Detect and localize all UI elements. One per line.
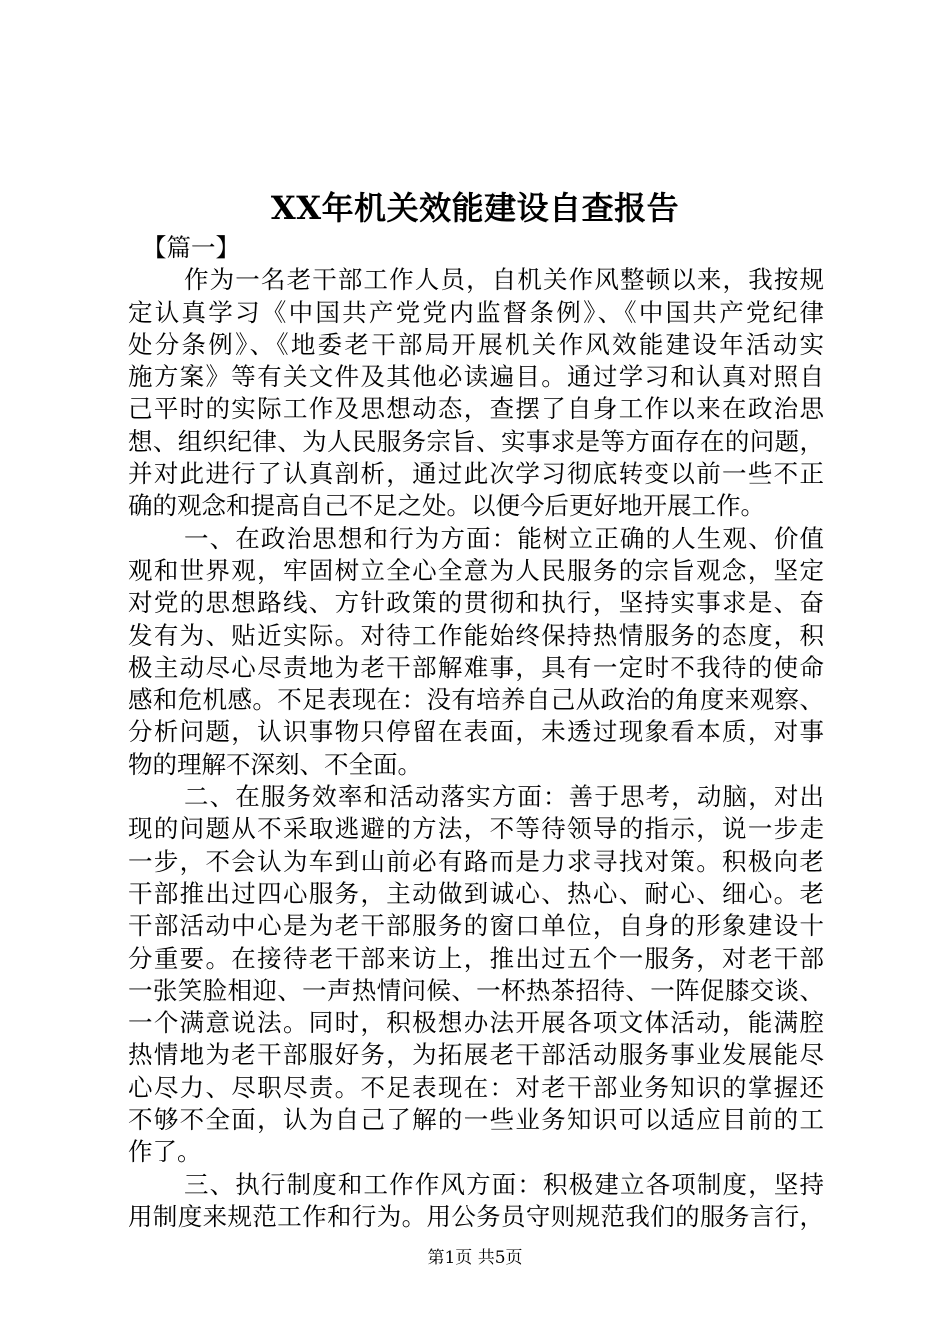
paragraph-line: 干部推出过四心服务，主动做到诚心、热心、耐心、细心。老 bbox=[128, 878, 824, 908]
paragraph-line: 用制度来规范工作和行为。用公务员守则规范我们的服务言行， bbox=[128, 1201, 824, 1231]
paragraph-line: 定认真学习《中国共产党党内监督条例》、《中国共产党纪律 bbox=[128, 297, 824, 327]
section-label: 【篇一】 bbox=[142, 233, 240, 262]
paragraph-line: 发有为、贴近实际。对待工作能始终保持热情服务的态度，积 bbox=[128, 620, 824, 650]
paragraph-line: 干部活动中心是为老干部服务的窗口单位，自身的形象建设十 bbox=[128, 911, 824, 941]
paragraph-line: 一、在政治思想和行为方面：能树立正确的人生观、价值 bbox=[184, 523, 824, 553]
document-title: XX年机关效能建设自查报告 bbox=[270, 189, 680, 227]
paragraph-line: 感和危机感。不足表现在：没有培养自己从政治的角度来观察、 bbox=[128, 685, 824, 715]
paragraph-line: 并对此进行了认真剖析，通过此次学习彻底转变以前一些不正 bbox=[128, 459, 824, 489]
paragraph-line: 作为一名老干部工作人员，自机关作风整顿以来，我按规 bbox=[184, 265, 824, 295]
document-body bbox=[128, 232, 824, 1233]
paragraph-line: 己平时的实际工作及思想动态，查摆了自身工作以来在政治思 bbox=[128, 394, 824, 424]
paragraph-line: 施方案》等有关文件及其他必读遍目。通过学习和认真对照自 bbox=[128, 362, 824, 392]
paragraph-line: 对党的思想路线、方针政策的贯彻和执行，坚持实事求是、奋 bbox=[128, 588, 824, 618]
page-number-footer: 第1页 共5页 bbox=[427, 1248, 523, 1268]
paragraph-line: 处分条例》、《地委老干部局开展机关作风效能建设年活动实 bbox=[128, 329, 824, 359]
paragraph-line: 作了。 bbox=[128, 1137, 202, 1167]
paragraph-line: 想、组织纪律、为人民服务宗旨、实事求是等方面存在的问题， bbox=[128, 426, 824, 456]
paragraph-line: 分重要。在接待老干部来访上，推出过五个一服务，对老干部 bbox=[128, 943, 824, 973]
paragraph-line: 确的观念和提高自己不足之处。以便今后更好地开展工作。 bbox=[128, 491, 765, 521]
paragraph-line: 一步，不会认为车到山前必有路而是力求寻找对策。积极向老 bbox=[128, 846, 824, 876]
paragraph-line: 不够不全面，认为自己了解的一些业务知识可以适应目前的工 bbox=[128, 1105, 824, 1135]
paragraph-line: 心尽力、尽职尽责。不足表现在：对老干部业务知识的掌握还 bbox=[128, 1072, 824, 1102]
paragraph-line: 物的理解不深刻、不全面。 bbox=[128, 749, 422, 779]
paragraph-line: 分析问题，认识事物只停留在表面，未透过现象看本质，对事 bbox=[128, 717, 824, 747]
paragraph-line: 极主动尽心尽责地为老干部解难事，具有一定时不我待的使命 bbox=[128, 652, 824, 682]
paragraph-line: 二、在服务效率和活动落实方面：善于思考，动脑，对出 bbox=[184, 782, 824, 812]
paragraph-line: 一张笑脸相迎、一声热情问候、一杯热茶招待、一阵促膝交谈、 bbox=[128, 975, 824, 1005]
paragraph-line: 观和世界观，牢固树立全心全意为人民服务的宗旨观念，坚定 bbox=[128, 555, 824, 585]
paragraph-line: 三、执行制度和工作作风方面：积极建立各项制度，坚持 bbox=[184, 1169, 824, 1199]
paragraph-line: 一个满意说法。同时，积极想办法开展各项文体活动，能满腔 bbox=[128, 1008, 824, 1038]
paragraph-line: 现的问题从不采取逃避的方法，不等待领导的指示，说一步走 bbox=[128, 814, 824, 844]
paragraph-line: 热情地为老干部服好务，为拓展老干部活动服务事业发展能尽 bbox=[128, 1040, 824, 1070]
